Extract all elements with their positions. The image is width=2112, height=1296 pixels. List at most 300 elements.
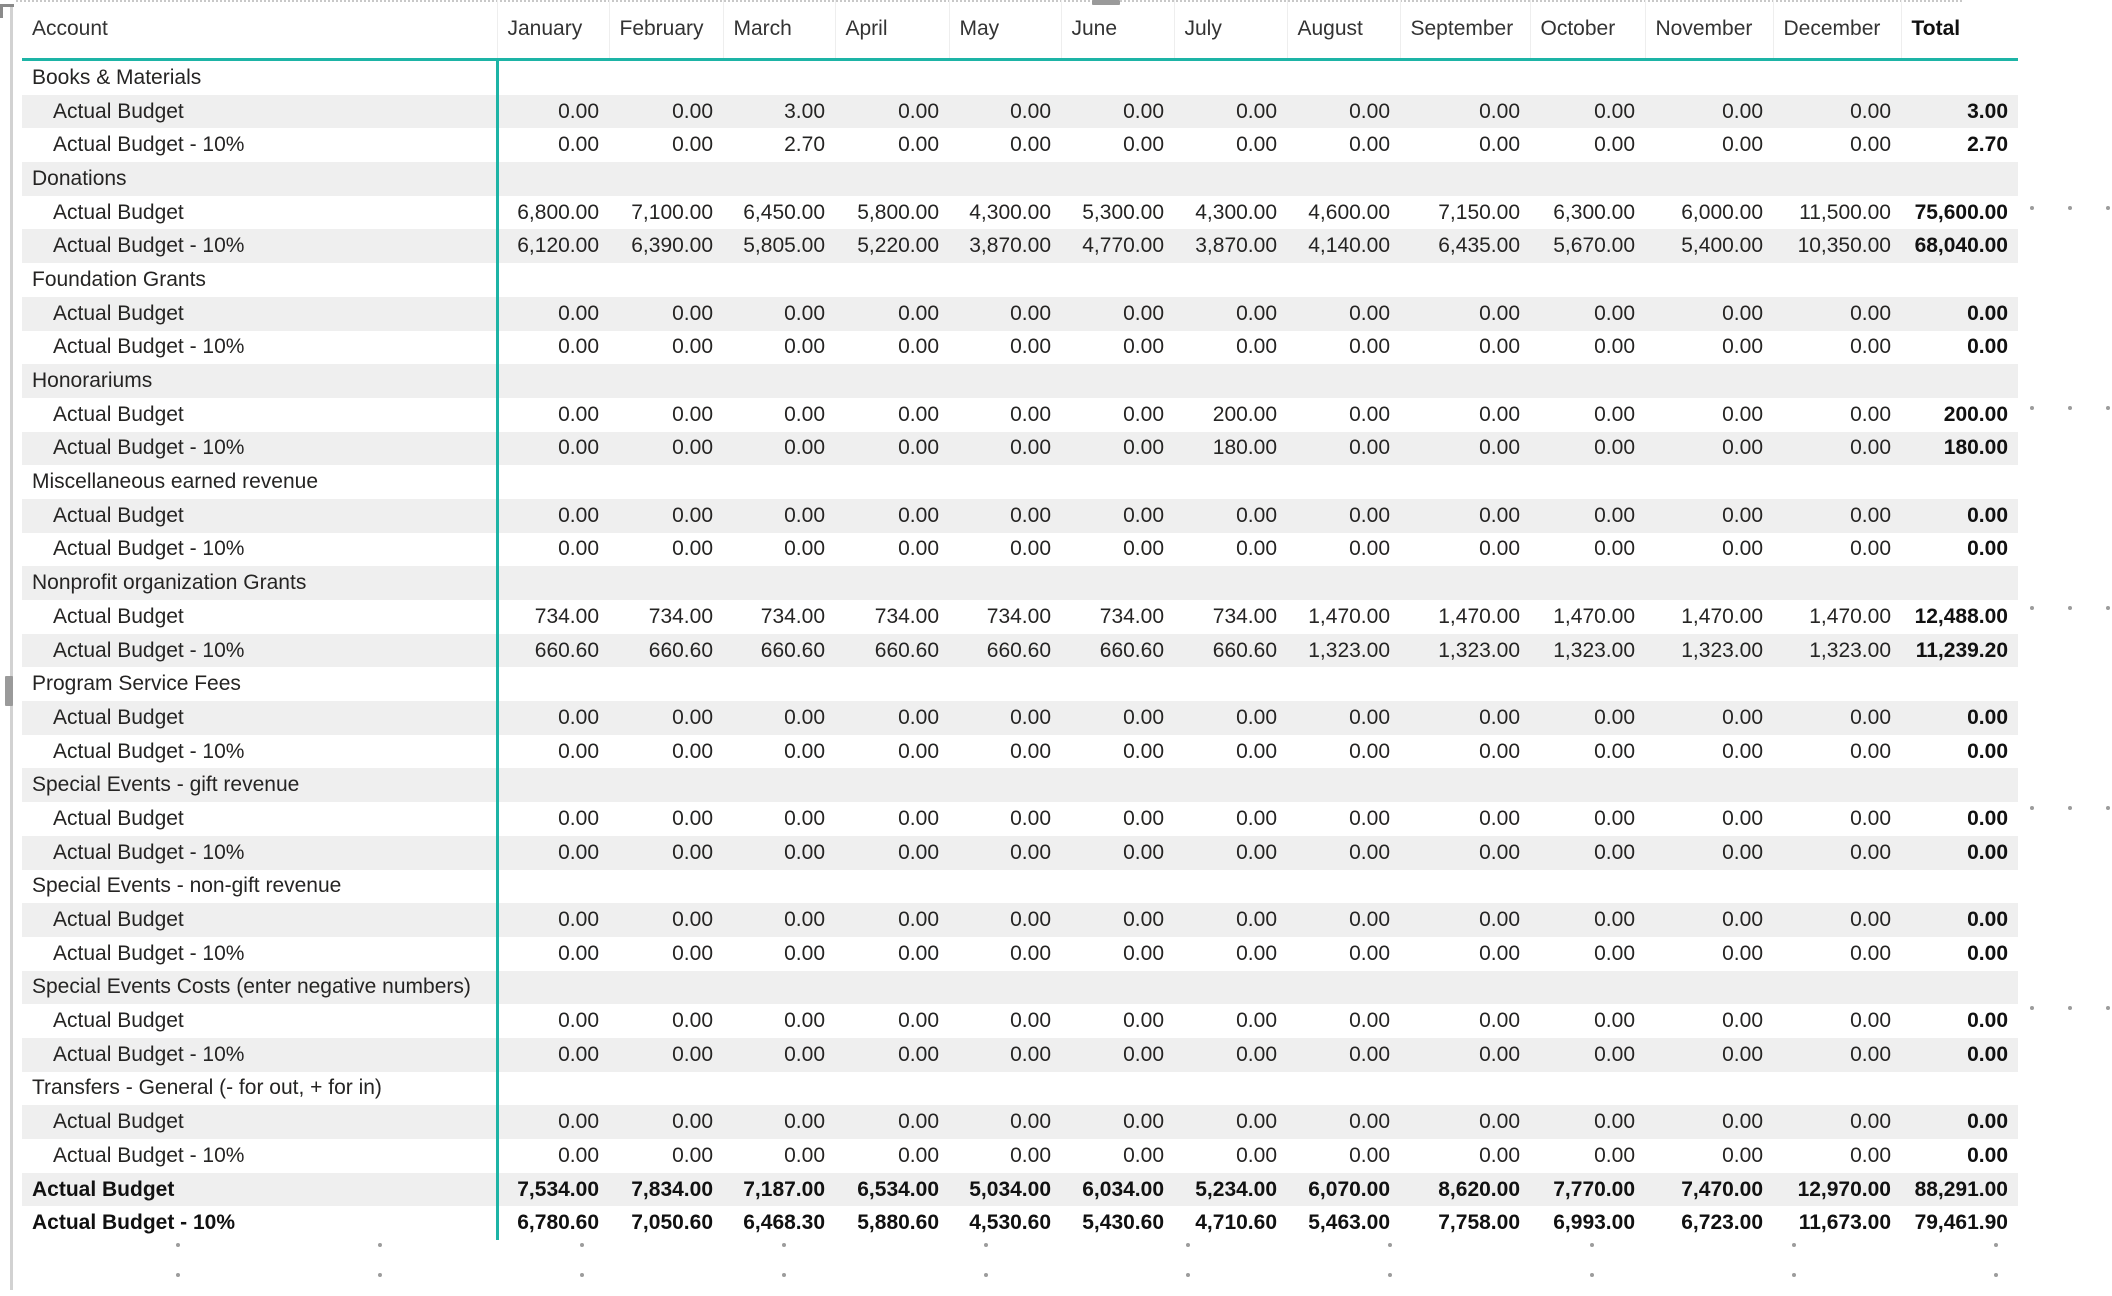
row-label: Actual Budget bbox=[22, 1004, 497, 1038]
gridline-dot bbox=[984, 1243, 988, 1247]
table-row[interactable] bbox=[22, 701, 2018, 735]
value-cell bbox=[1287, 364, 1400, 398]
column-header-september[interactable]: September bbox=[1400, 0, 1530, 60]
value-cell bbox=[609, 667, 723, 701]
value-cell: 7,758.00 bbox=[1438, 1211, 1520, 1235]
resize-handle-left[interactable] bbox=[5, 676, 13, 706]
value-cell bbox=[1061, 465, 1174, 499]
table-row[interactable] bbox=[22, 1105, 2018, 1139]
value-cell: 0.00 bbox=[723, 499, 835, 533]
value-cell bbox=[1773, 465, 1901, 499]
value-cell: 7,470.00 bbox=[1645, 1173, 1773, 1207]
value-cell: 0.00 bbox=[1400, 1105, 1530, 1139]
value-cell bbox=[1400, 465, 1530, 499]
value-cell: 5,034.00 bbox=[949, 1173, 1061, 1207]
gridline-dot bbox=[2068, 606, 2072, 610]
value-cell bbox=[497, 465, 609, 499]
value-cell: 0.00 bbox=[1349, 402, 1390, 426]
value-cell: 0.00 bbox=[1850, 1009, 1891, 1033]
value-cell: 5,220.00 bbox=[835, 229, 949, 263]
value-cell: 7,834.00 bbox=[609, 1173, 723, 1207]
value-cell: 1,470.00 bbox=[1308, 604, 1390, 628]
total-cell: 0.00 bbox=[1967, 537, 2008, 561]
value-cell: 6,450.00 bbox=[743, 200, 825, 224]
table-row[interactable] bbox=[22, 398, 2018, 432]
total-cell bbox=[1901, 667, 2018, 701]
value-cell bbox=[949, 971, 1061, 1005]
value-cell bbox=[835, 465, 949, 499]
value-cell bbox=[1773, 263, 1901, 297]
table-row[interactable] bbox=[22, 533, 2018, 567]
row-label: Actual Budget bbox=[22, 95, 497, 129]
value-cell: 0.00 bbox=[609, 499, 723, 533]
table-row[interactable] bbox=[22, 600, 2018, 634]
row-label: Actual Budget - 10% bbox=[22, 937, 497, 971]
value-cell bbox=[1287, 1072, 1400, 1106]
value-cell: 0.00 bbox=[1594, 402, 1635, 426]
value-cell: 0.00 bbox=[558, 806, 599, 830]
value-cell bbox=[1530, 364, 1645, 398]
value-cell bbox=[1174, 263, 1287, 297]
value-cell: 0.00 bbox=[1010, 1143, 1051, 1167]
value-cell bbox=[609, 971, 723, 1005]
value-cell: 0.00 bbox=[1530, 903, 1645, 937]
column-header-january[interactable]: January bbox=[497, 0, 609, 60]
value-cell: 0.00 bbox=[1645, 1105, 1773, 1139]
value-cell bbox=[1287, 667, 1400, 701]
value-cell bbox=[1530, 1072, 1645, 1106]
value-cell: 0.00 bbox=[723, 903, 835, 937]
value-cell: 0.00 bbox=[1850, 739, 1891, 763]
value-cell: 4,140.00 bbox=[1287, 229, 1400, 263]
value-cell: 200.00 bbox=[1212, 402, 1277, 426]
column-header-february[interactable]: February bbox=[609, 0, 723, 60]
row-label: Actual Budget bbox=[22, 600, 497, 634]
value-cell: 0.00 bbox=[1400, 499, 1530, 533]
value-cell: 0.00 bbox=[1645, 1038, 1773, 1072]
value-cell bbox=[835, 566, 949, 600]
category-row[interactable] bbox=[22, 768, 2018, 802]
value-cell bbox=[1174, 566, 1287, 600]
category-row[interactable] bbox=[22, 162, 2018, 196]
gridline-dot bbox=[1388, 1273, 1392, 1277]
value-cell: 0.00 bbox=[672, 133, 713, 157]
column-header-may[interactable]: May bbox=[949, 0, 1061, 60]
value-cell: 6,780.60 bbox=[517, 1211, 599, 1235]
gridline-dot bbox=[1792, 1243, 1796, 1247]
value-cell bbox=[609, 870, 723, 904]
value-cell bbox=[497, 768, 609, 802]
value-cell: 0.00 bbox=[898, 739, 939, 763]
gridline-dot bbox=[176, 1273, 180, 1277]
table-row[interactable] bbox=[22, 331, 2018, 365]
value-cell: 0.00 bbox=[1850, 806, 1891, 830]
value-cell bbox=[1645, 870, 1773, 904]
value-cell bbox=[723, 162, 835, 196]
value-cell: 0.00 bbox=[1773, 432, 1901, 466]
total-cell: 3.00 bbox=[1901, 95, 2018, 129]
value-cell bbox=[1174, 971, 1287, 1005]
value-cell: 0.00 bbox=[1479, 537, 1520, 561]
row-label: Actual Budget bbox=[22, 1105, 497, 1139]
value-cell: 0.00 bbox=[1530, 499, 1645, 533]
value-cell bbox=[1287, 566, 1400, 600]
value-cell bbox=[1773, 162, 1901, 196]
value-cell bbox=[1287, 60, 1400, 95]
value-cell: 0.00 bbox=[835, 499, 949, 533]
value-cell: 0.00 bbox=[784, 806, 825, 830]
value-cell: 0.00 bbox=[1287, 499, 1400, 533]
value-cell: 0.00 bbox=[1010, 537, 1051, 561]
row-label: Actual Budget bbox=[22, 196, 497, 230]
value-cell: 0.00 bbox=[1594, 537, 1635, 561]
total-cell: 88,291.00 bbox=[1901, 1173, 2018, 1207]
table-row[interactable] bbox=[22, 1038, 2018, 1072]
category-row[interactable] bbox=[22, 364, 2018, 398]
value-cell: 0.00 bbox=[1850, 537, 1891, 561]
column-header-july[interactable]: July bbox=[1174, 0, 1287, 60]
value-cell: 0.00 bbox=[497, 1038, 609, 1072]
value-cell: 660.60 bbox=[949, 634, 1061, 668]
value-cell: 0.00 bbox=[1400, 836, 1530, 870]
value-cell bbox=[1174, 1072, 1287, 1106]
category-row[interactable] bbox=[22, 566, 2018, 600]
visual-left-border bbox=[10, 4, 13, 1290]
value-cell: 0.00 bbox=[1530, 1038, 1645, 1072]
value-cell: 0.00 bbox=[1349, 806, 1390, 830]
value-cell: 5,430.60 bbox=[1082, 1211, 1164, 1235]
gridline-dot bbox=[2106, 206, 2110, 210]
value-cell bbox=[609, 364, 723, 398]
value-cell: 6,070.00 bbox=[1287, 1173, 1400, 1207]
value-cell bbox=[949, 162, 1061, 196]
value-cell bbox=[1400, 971, 1530, 1005]
value-cell: 6,534.00 bbox=[835, 1173, 949, 1207]
value-cell: 4,710.60 bbox=[1195, 1211, 1277, 1235]
value-cell: 0.00 bbox=[1010, 739, 1051, 763]
value-cell: 0.00 bbox=[1287, 297, 1400, 331]
table-row[interactable] bbox=[22, 937, 2018, 971]
value-cell bbox=[723, 364, 835, 398]
table-row[interactable] bbox=[22, 634, 2018, 668]
table-row[interactable] bbox=[22, 735, 2018, 769]
value-cell: 0.00 bbox=[784, 1009, 825, 1033]
value-cell bbox=[723, 667, 835, 701]
gridline-dot bbox=[2068, 406, 2072, 410]
value-cell: 0.00 bbox=[672, 537, 713, 561]
value-cell: 0.00 bbox=[1530, 95, 1645, 129]
value-cell: 734.00 bbox=[986, 604, 1051, 628]
grand-total-row[interactable] bbox=[22, 1206, 2018, 1240]
value-cell: 0.00 bbox=[1400, 903, 1530, 937]
value-cell: 0.00 bbox=[1236, 806, 1277, 830]
gridline-dot bbox=[2106, 806, 2110, 810]
value-cell: 0.00 bbox=[1530, 432, 1645, 466]
table-row[interactable] bbox=[22, 903, 2018, 937]
value-cell: 0.00 bbox=[1123, 537, 1164, 561]
value-cell: 0.00 bbox=[1400, 701, 1530, 735]
value-cell bbox=[1530, 263, 1645, 297]
value-cell: 0.00 bbox=[1236, 133, 1277, 157]
value-cell bbox=[1400, 870, 1530, 904]
value-cell: 0.00 bbox=[1123, 1143, 1164, 1167]
total-cell bbox=[1901, 60, 2018, 95]
gridline-dot bbox=[2030, 206, 2034, 210]
table-row[interactable] bbox=[22, 836, 2018, 870]
column-header-october[interactable]: October bbox=[1530, 0, 1645, 60]
value-cell: 0.00 bbox=[1645, 701, 1773, 735]
gridline-dot bbox=[2068, 1006, 2072, 1010]
value-cell bbox=[1061, 667, 1174, 701]
value-cell bbox=[1645, 465, 1773, 499]
category-label: Foundation Grants bbox=[22, 263, 497, 297]
value-cell: 5,234.00 bbox=[1174, 1173, 1287, 1207]
total-cell: 0.00 bbox=[1901, 297, 2018, 331]
value-cell: 0.00 bbox=[1349, 1009, 1390, 1033]
value-cell: 660.60 bbox=[497, 634, 609, 668]
value-cell: 0.00 bbox=[558, 1009, 599, 1033]
value-cell bbox=[497, 263, 609, 297]
value-cell: 0.00 bbox=[1174, 836, 1287, 870]
value-cell: 0.00 bbox=[1400, 297, 1530, 331]
value-cell: 1,470.00 bbox=[1809, 604, 1891, 628]
value-cell bbox=[609, 768, 723, 802]
value-cell: 0.00 bbox=[1174, 1038, 1287, 1072]
value-cell: 0.00 bbox=[723, 701, 835, 735]
gridline-dot bbox=[1994, 1243, 1998, 1247]
column-header-account[interactable]: Account bbox=[22, 0, 497, 60]
value-cell: 0.00 bbox=[497, 701, 609, 735]
value-cell: 0.00 bbox=[1645, 432, 1773, 466]
value-cell: 0.00 bbox=[1645, 297, 1773, 331]
value-cell bbox=[835, 870, 949, 904]
value-cell: 0.00 bbox=[1773, 499, 1901, 533]
value-cell bbox=[1174, 667, 1287, 701]
value-cell bbox=[1174, 870, 1287, 904]
value-cell: 0.00 bbox=[1349, 1143, 1390, 1167]
total-cell: 0.00 bbox=[1901, 701, 2018, 735]
category-row[interactable] bbox=[22, 60, 2018, 95]
value-cell bbox=[1400, 768, 1530, 802]
value-cell: 3,870.00 bbox=[949, 229, 1061, 263]
value-cell: 0.00 bbox=[558, 133, 599, 157]
value-cell: 0.00 bbox=[1594, 1009, 1635, 1033]
value-cell bbox=[949, 364, 1061, 398]
value-cell bbox=[835, 768, 949, 802]
row-label: Actual Budget - 10% bbox=[22, 836, 497, 870]
total-cell: 0.00 bbox=[1967, 806, 2008, 830]
category-label: Special Events - non-gift revenue bbox=[22, 870, 497, 904]
category-label: Honorariums bbox=[22, 364, 497, 398]
value-cell: 0.00 bbox=[1773, 836, 1901, 870]
table-row[interactable] bbox=[22, 297, 2018, 331]
column-header-august[interactable]: August bbox=[1287, 0, 1400, 60]
value-cell: 0.00 bbox=[497, 836, 609, 870]
table-row[interactable] bbox=[22, 1139, 2018, 1173]
column-header-june[interactable]: June bbox=[1061, 0, 1174, 60]
value-cell: 0.00 bbox=[1530, 297, 1645, 331]
value-cell: 6,468.30 bbox=[743, 1211, 825, 1235]
value-cell bbox=[609, 263, 723, 297]
column-header-april[interactable]: April bbox=[835, 0, 949, 60]
gridline-dot bbox=[1994, 1273, 1998, 1277]
value-cell: 0.00 bbox=[1479, 941, 1520, 965]
table-row[interactable] bbox=[22, 128, 2018, 162]
value-cell: 0.00 bbox=[723, 297, 835, 331]
value-cell: 0.00 bbox=[949, 1038, 1061, 1072]
value-cell: 4,530.60 bbox=[969, 1211, 1051, 1235]
column-header-november[interactable]: November bbox=[1645, 0, 1773, 60]
value-cell: 0.00 bbox=[1061, 499, 1174, 533]
value-cell bbox=[1287, 768, 1400, 802]
value-cell: 0.00 bbox=[1773, 1038, 1901, 1072]
row-label: Actual Budget - 10% bbox=[22, 533, 497, 567]
value-cell: 0.00 bbox=[1236, 335, 1277, 359]
value-cell: 0.00 bbox=[1594, 1143, 1635, 1167]
value-cell: 0.00 bbox=[1174, 1105, 1287, 1139]
value-cell: 0.00 bbox=[1479, 335, 1520, 359]
value-cell: 0.00 bbox=[609, 1105, 723, 1139]
category-row[interactable] bbox=[22, 465, 2018, 499]
value-cell: 0.00 bbox=[1722, 133, 1763, 157]
value-cell bbox=[1061, 60, 1174, 95]
value-cell: 0.00 bbox=[1287, 95, 1400, 129]
value-cell: 0.00 bbox=[1773, 701, 1901, 735]
value-cell bbox=[1530, 667, 1645, 701]
row-label: Actual Budget bbox=[22, 802, 497, 836]
table-row[interactable] bbox=[22, 229, 2018, 263]
value-cell: 10,350.00 bbox=[1773, 229, 1901, 263]
table-row[interactable] bbox=[22, 499, 2018, 533]
value-cell bbox=[723, 870, 835, 904]
table-row[interactable] bbox=[22, 95, 2018, 129]
value-cell: 5,400.00 bbox=[1645, 229, 1773, 263]
value-cell bbox=[1773, 60, 1901, 95]
value-cell: 0.00 bbox=[1645, 836, 1773, 870]
value-cell bbox=[1773, 364, 1901, 398]
category-row[interactable] bbox=[22, 971, 2018, 1005]
table-row[interactable] bbox=[22, 196, 2018, 230]
value-cell: 734.00 bbox=[1099, 604, 1164, 628]
value-cell bbox=[835, 60, 949, 95]
value-cell bbox=[1061, 1072, 1174, 1106]
value-cell bbox=[1530, 465, 1645, 499]
value-cell bbox=[1645, 263, 1773, 297]
column-header-december[interactable]: December bbox=[1773, 0, 1901, 60]
value-cell bbox=[723, 566, 835, 600]
value-cell: 0.00 bbox=[1287, 432, 1400, 466]
category-row[interactable] bbox=[22, 870, 2018, 904]
row-label: Actual Budget - 10% bbox=[22, 1139, 497, 1173]
row-label: Actual Budget - 10% bbox=[22, 1206, 497, 1240]
total-cell: 75,600.00 bbox=[1914, 200, 2008, 224]
value-cell: 0.00 bbox=[1236, 739, 1277, 763]
value-cell: 7,534.00 bbox=[497, 1173, 609, 1207]
value-cell: 0.00 bbox=[558, 402, 599, 426]
value-cell: 0.00 bbox=[1722, 1009, 1763, 1033]
value-cell: 1,470.00 bbox=[1681, 604, 1763, 628]
value-cell: 0.00 bbox=[1773, 297, 1901, 331]
value-cell: 0.00 bbox=[1722, 739, 1763, 763]
total-cell: 0.00 bbox=[1967, 335, 2008, 359]
grand-total-row[interactable] bbox=[22, 1173, 2018, 1207]
category-row[interactable] bbox=[22, 1072, 2018, 1106]
category-label: Donations bbox=[22, 162, 497, 196]
value-cell bbox=[949, 667, 1061, 701]
value-cell: 0.00 bbox=[1400, 95, 1530, 129]
value-cell: 0.00 bbox=[1850, 133, 1891, 157]
total-cell: 0.00 bbox=[1967, 1009, 2008, 1033]
column-header-total[interactable]: Total bbox=[1901, 0, 2018, 60]
gridline-dot bbox=[1186, 1243, 1190, 1247]
value-cell bbox=[497, 60, 609, 95]
value-cell: 0.00 bbox=[1479, 402, 1520, 426]
value-cell: 734.00 bbox=[648, 604, 713, 628]
value-cell bbox=[1645, 566, 1773, 600]
value-cell: 2.70 bbox=[784, 133, 825, 157]
gridline-dot bbox=[2106, 1006, 2110, 1010]
value-cell bbox=[1061, 162, 1174, 196]
value-cell: 0.00 bbox=[1123, 739, 1164, 763]
row-label: Actual Budget - 10% bbox=[22, 432, 497, 466]
category-label: Nonprofit organization Grants bbox=[22, 566, 497, 600]
value-cell: 660.60 bbox=[1174, 634, 1287, 668]
value-cell: 7,770.00 bbox=[1530, 1173, 1645, 1207]
visual-corner-mark bbox=[0, 4, 3, 18]
value-cell: 0.00 bbox=[558, 1143, 599, 1167]
value-cell: 660.60 bbox=[609, 634, 723, 668]
table-row[interactable] bbox=[22, 802, 2018, 836]
total-cell bbox=[1901, 1072, 2018, 1106]
value-cell: 0.00 bbox=[1061, 903, 1174, 937]
value-cell bbox=[1773, 971, 1901, 1005]
value-cell bbox=[1400, 60, 1530, 95]
value-cell: 0.00 bbox=[1123, 335, 1164, 359]
value-cell: 6,000.00 bbox=[1681, 200, 1763, 224]
gridline-dot bbox=[580, 1243, 584, 1247]
table-row[interactable] bbox=[22, 1004, 2018, 1038]
table-row[interactable] bbox=[22, 432, 2018, 466]
category-row[interactable] bbox=[22, 667, 2018, 701]
total-cell: 180.00 bbox=[1901, 432, 2018, 466]
value-cell: 0.00 bbox=[1530, 1105, 1645, 1139]
value-cell bbox=[1061, 768, 1174, 802]
value-cell: 5,463.00 bbox=[1308, 1211, 1390, 1235]
value-cell: 0.00 bbox=[835, 297, 949, 331]
gridline-dot bbox=[2106, 606, 2110, 610]
total-cell: 79,461.90 bbox=[1914, 1211, 2008, 1235]
total-cell bbox=[1901, 263, 2018, 297]
value-cell: 0.00 bbox=[1061, 836, 1174, 870]
value-cell: 0.00 bbox=[1287, 1105, 1400, 1139]
value-cell bbox=[1645, 364, 1773, 398]
category-row[interactable] bbox=[22, 263, 2018, 297]
value-cell: 0.00 bbox=[1010, 402, 1051, 426]
gridline-dot bbox=[1590, 1273, 1594, 1277]
total-cell bbox=[1901, 768, 2018, 802]
value-cell bbox=[1174, 768, 1287, 802]
value-cell: 0.00 bbox=[1850, 402, 1891, 426]
column-header-march[interactable]: March bbox=[723, 0, 835, 60]
value-cell: 0.00 bbox=[1850, 941, 1891, 965]
value-cell: 0.00 bbox=[1400, 432, 1530, 466]
value-cell: 0.00 bbox=[1123, 402, 1164, 426]
value-cell: 0.00 bbox=[1061, 297, 1174, 331]
value-cell bbox=[1530, 60, 1645, 95]
value-cell: 3.00 bbox=[723, 95, 835, 129]
value-cell: 0.00 bbox=[1594, 806, 1635, 830]
value-cell: 0.00 bbox=[949, 701, 1061, 735]
